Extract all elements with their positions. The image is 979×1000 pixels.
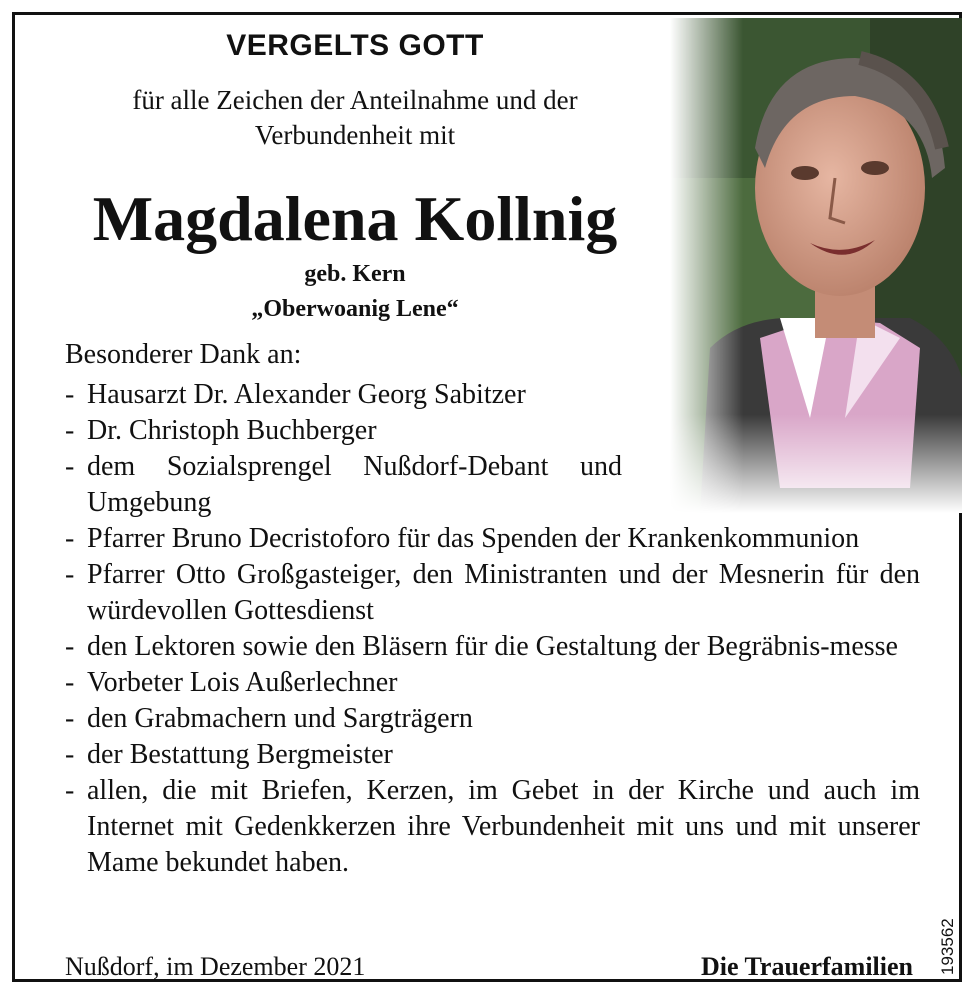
intro-line-1: für alle Zeichen der Anteilnahme und der (132, 85, 578, 115)
thanks-item-text: Pfarrer Bruno Decristoforo für das Spenden der Krankenkommunion (87, 523, 860, 554)
list-dash: - (65, 451, 75, 482)
obituary-frame (12, 12, 962, 982)
deceased-name: Magdalena Kollnig (92, 183, 618, 254)
signature: Die Trauerfamilien (700, 952, 913, 981)
thanks-item (65, 521, 920, 557)
thanks-item (65, 737, 920, 773)
thanks-item (65, 377, 622, 413)
heading: VERGELTS GOTT (226, 29, 484, 62)
thanks-item-text: Dr. Christoph Buchberger (87, 415, 377, 446)
thanks-item-text: allen, die mit Briefen, Kerzen, im Gebet in der Kirche und auch im Internet mit Gedenkkerzen ihre Verbundenheit mit uns und mit unserer Mame bekundet haben. (87, 775, 920, 878)
thanks-item (65, 701, 920, 737)
thanks-item (65, 449, 622, 521)
thanks-item-text: den Grabmachern und Sargträgern (87, 703, 473, 734)
thanks-item-text: dem Sozialsprengel Nußdorf-Debant und Umgebung (87, 451, 622, 518)
thanks-item (65, 773, 920, 881)
intro-line-2: Verbundenheit mit (254, 120, 456, 150)
thanks-item (65, 413, 622, 449)
list-dash: - (65, 559, 75, 590)
thanks-item-text: Vorbeter Lois Außerlechner (87, 667, 398, 698)
list-dash: - (65, 379, 75, 410)
thanks-item-text: der Bestattung Bergmeister (87, 739, 393, 770)
list-dash: - (65, 631, 75, 662)
thanks-item (65, 665, 920, 701)
place-date: Nußdorf, im Dezember 2021 (65, 952, 366, 981)
thanks-item (65, 557, 920, 629)
thanks-item (65, 629, 920, 665)
thanks-item-text: den Lektoren sowie den Bläsern für die Gestaltung der Begräbnis-messe (87, 631, 898, 662)
thanks-item-text: Pfarrer Otto Großgasteiger, den Ministranten und der Mesnerin für den würdevollen Gottesdienst (87, 559, 920, 626)
list-dash: - (65, 523, 75, 554)
intro-text (55, 83, 655, 153)
list-dash: - (65, 775, 75, 806)
list-dash: - (65, 739, 75, 770)
list-dash: - (65, 667, 75, 698)
thanks-list (65, 377, 920, 881)
thanks-item-text: Hausarzt Dr. Alexander Georg Sabitzer (87, 379, 526, 410)
list-dash: - (65, 703, 75, 734)
birth-name: geb. Kern (304, 261, 406, 287)
thanks-title: Besonderer Dank an: (65, 339, 302, 370)
nickname: „Oberwoanig Lene“ (251, 296, 459, 322)
list-dash: - (65, 415, 75, 446)
ad-code: 193562 (938, 918, 957, 975)
